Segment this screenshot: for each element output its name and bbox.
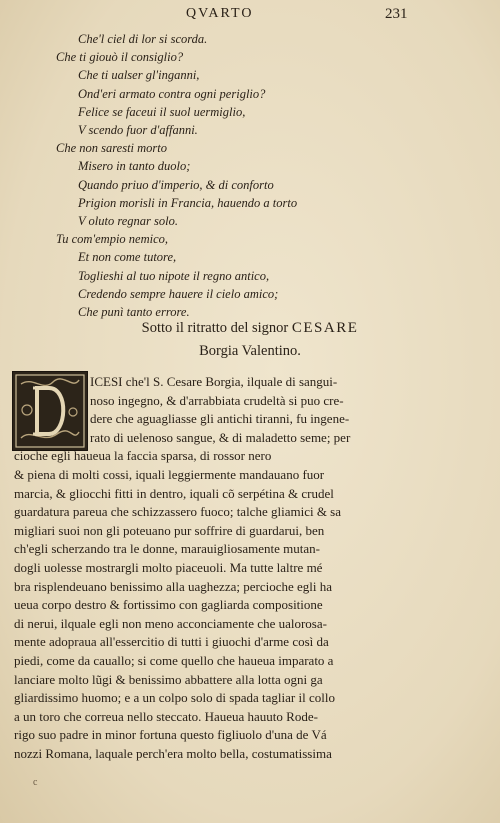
poem-line: Quando priuo d'imperio, & di conforto <box>78 177 274 192</box>
text-line: di nerui, ilquale egli non meno acconciamente che ualorosa- <box>14 615 327 631</box>
text-line: nozzi Romana, laquale perch'era molto bella, costumatissima <box>14 745 332 761</box>
text-line: piedi, come da cauallo; si come quello che haueua imparato a <box>14 652 334 668</box>
poem-line: Tu com'empio nemico, <box>56 232 169 247</box>
poem-line: V scendo fuor d'affanni. <box>78 123 198 138</box>
text-line: dogli uolesse mostrargli molto piaceuoli. Ma tutte laltre mé <box>14 559 323 575</box>
body-paragraph <box>14 373 414 763</box>
poem-line: V oluto regnar solo. <box>78 214 179 229</box>
catchword: c <box>33 777 38 788</box>
poem-line: Ond'eri armato contra ogni periglio? <box>78 86 266 101</box>
poem-line: Toglieshi al tuo nipote il regno antico, <box>78 268 270 283</box>
text-line: a un toro che correua nello steccato. Haueua hauuto Rode- <box>14 708 318 724</box>
text-line: lanciare molto lũgi & benissimo abbattere alla lotta ogni ga <box>14 671 323 687</box>
poem-line: Che'l ciel di lor si scorda. <box>78 32 208 46</box>
text-line: guardatura pareua che schizzassero fuoco; talche gliamici & sa <box>14 504 342 520</box>
running-head: QVARTO <box>186 6 254 21</box>
text-line: rigo suo padre in minor fortuna questo figliuolo d'una de Vá <box>14 727 327 743</box>
text-line: noso ingegno, & d'arrabbiata crudeltà si puo cre- <box>90 392 344 408</box>
text-line: cioche egli haueua la faccia sparsa, di rossor nero <box>14 448 272 464</box>
text-line: rato di uelenoso sangue, & di maladetto seme; per <box>90 429 351 445</box>
text-line: dere che aguagliasse gli antichi tiranni, fu ingene- <box>90 411 350 427</box>
text-line: marcia, & gliocchi fitti in dentro, iquali cõ serpétina & crudel <box>14 485 334 501</box>
text-line: ch'egli scherzando tra le donne, marauigliosamente mutan- <box>14 541 320 557</box>
text-line: mente adopraua all'essercitio di tutti i giuochi d'arme così da <box>14 634 329 650</box>
text-line: bra risplendeuano benissimo alla uaghezza; percioche egli ha <box>14 578 333 594</box>
text-line: ICESI che'l S. Cesare Borgia, ilquale di sangui- <box>90 374 338 389</box>
page-number: 231 <box>385 6 408 22</box>
section-title <box>0 320 500 337</box>
poem-stanza <box>56 30 436 321</box>
poem-line: Credendo sempre hauere il cielo amico; <box>78 286 279 301</box>
poem-line: Che ti ualser gl'inganni, <box>78 68 200 83</box>
poem-line: Felice se faceui il suol uermiglio, <box>78 104 246 119</box>
poem-line: Che punì tanto errore. <box>78 305 190 320</box>
poem-line: Che non saresti morto <box>56 141 167 156</box>
page-header <box>0 4 500 26</box>
poem-line: Et non come tutore, <box>78 250 177 265</box>
text-line: ueua corpo destro & fortissimo con gagliarda compositione <box>14 597 323 613</box>
section-subtitle: Borgia Valentino. <box>199 343 301 359</box>
text-line: gliardissimo huomo; e a un colpo solo di spada tagliar il collo <box>14 690 335 706</box>
poem-line: Misero in tanto duolo; <box>78 159 191 174</box>
poem-line: Prigion morisli in Francia, hauendo a torto <box>78 195 298 210</box>
text-line: migliari suoi non gli poteuano pur soffrire di guardarui, ben <box>14 522 325 538</box>
text-line: & piena di molti cossi, iquali leggiermente mandauano fuor <box>14 466 325 482</box>
section-title-prefix: Sotto il ritratto del signor <box>141 320 289 336</box>
section-title-name: CESARE <box>291 320 359 336</box>
poem-line: Che ti giouò il consiglio? <box>56 50 184 65</box>
